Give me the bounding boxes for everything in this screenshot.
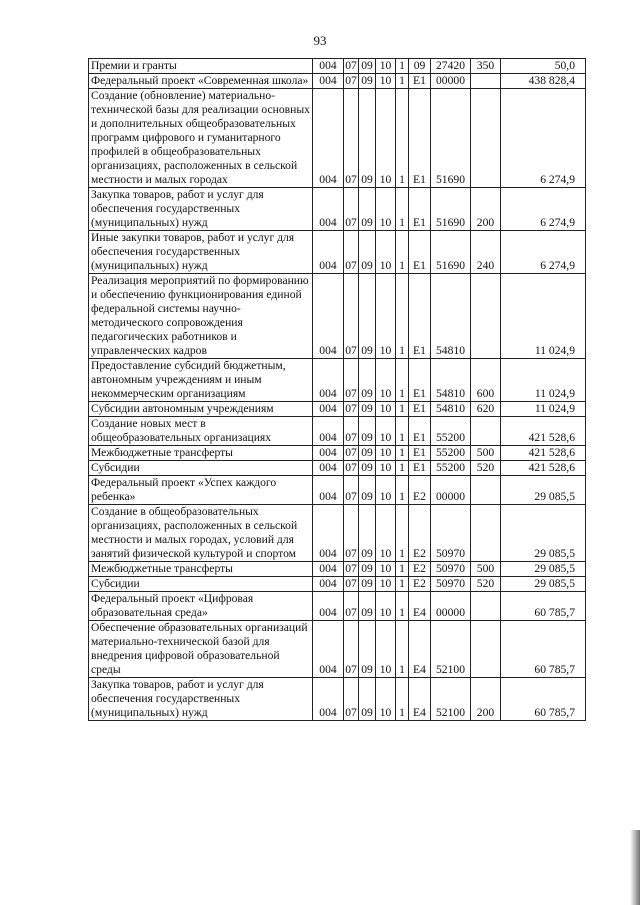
row-admin-code: 004: [313, 74, 344, 89]
row-expense-type: 500: [471, 562, 501, 577]
row-section: 07: [344, 476, 359, 505]
row-section: 07: [345, 562, 357, 575]
row-expense-type: [471, 621, 501, 678]
row-project: E4: [409, 621, 431, 678]
row-name: Закупка товаров, работ и услуг для обеспечения государственных (муниципальных) нужд: [89, 188, 313, 231]
row-subsection: 09: [359, 505, 376, 562]
row-subprogram: 1: [396, 188, 409, 231]
row-direction: 54810: [431, 274, 471, 359]
row-project: E1: [409, 446, 431, 461]
row-program: 10: [376, 562, 396, 577]
row-subsection: 09: [359, 188, 376, 231]
row-project: E2: [409, 476, 431, 505]
row-admin-code: 004: [313, 231, 344, 274]
row-name: Создание (обновление) материально-технической базы для реализации основных и дополнительных общеобразовательных программ цифрового и гуманитарного профилей в общеобразовательных организациях, расположенных в сельской местности и малых городах: [89, 89, 313, 188]
row-expense-type: [471, 592, 501, 621]
row-admin-code: 004: [313, 274, 344, 359]
table-row: [89, 577, 586, 592]
row-name: Закупка товаров, работ и услуг для обеспечения государственных (муниципальных) нужд: [89, 678, 313, 721]
row-project: E1: [409, 359, 431, 402]
row-section: 07: [344, 188, 359, 231]
row-program: 10: [376, 188, 396, 231]
row-project: E1: [409, 417, 431, 446]
row-program: 10: [376, 402, 396, 417]
budget-table: [88, 58, 586, 721]
row-section: 07: [345, 402, 357, 415]
row-direction: 54810: [431, 359, 471, 402]
row-project: E1: [409, 89, 431, 188]
row-subprogram: 1: [396, 476, 409, 505]
table-row: [89, 621, 586, 678]
row-amount: 438 828,4: [501, 74, 586, 89]
row-subprogram: 1: [396, 231, 409, 274]
row-subprogram: 1: [396, 562, 409, 577]
row-section: 07: [344, 89, 359, 188]
row-project: E1: [409, 74, 431, 89]
row-subsection: 09: [359, 476, 376, 505]
row-expense-type: [471, 476, 501, 505]
table-row: [89, 446, 586, 461]
row-name: Обеспечение образовательных организаций материально-технической базой для внедрения цифровой образовательной среды: [89, 621, 313, 678]
row-admin-code: 004: [313, 577, 344, 592]
row-name: Субсидии автономным учреждениям: [89, 402, 313, 417]
row-admin-code: 004: [313, 461, 344, 476]
row-admin-code: 004: [313, 188, 344, 231]
row-amount: 11 024,9: [501, 402, 586, 417]
row-amount: 6 274,9: [501, 231, 586, 274]
row-program: 10: [376, 274, 396, 359]
row-expense-type: 520: [471, 461, 501, 476]
row-section: 07: [344, 592, 359, 621]
row-program: 10: [376, 461, 396, 476]
row-admin-code: 004: [313, 402, 344, 417]
row-admin-code: 004: [313, 89, 344, 188]
row-name: Предоставление субсидий бюджетным, автономным учреждениям и иным некоммерческим организациям: [89, 359, 313, 402]
row-direction: 51690: [431, 89, 471, 188]
row-name: Создание новых мест в общеобразовательных организациях: [89, 417, 313, 446]
row-program: 10: [376, 505, 396, 562]
row-expense-type: 600: [471, 359, 501, 402]
row-program: 10: [376, 577, 396, 592]
row-admin-code: 004: [313, 505, 344, 562]
row-direction: 52100: [431, 678, 471, 721]
row-section: 07: [344, 678, 359, 721]
row-direction: 51690: [431, 231, 471, 274]
row-admin-code: 004: [313, 562, 344, 577]
row-section: 07: [344, 621, 359, 678]
row-program: 10: [376, 359, 396, 402]
row-expense-type: [471, 74, 501, 89]
row-expense-type: 200: [471, 188, 501, 231]
table-row: [89, 231, 586, 274]
table-row: [89, 89, 586, 188]
row-subprogram: 1: [396, 621, 409, 678]
row-admin-code: 004: [313, 592, 344, 621]
row-expense-type: [471, 417, 501, 446]
row-direction: 55200: [431, 446, 471, 461]
row-expense-type: 620: [471, 402, 501, 417]
row-program: 10: [376, 678, 396, 721]
row-project: E4: [409, 678, 431, 721]
row-program: 10: [376, 476, 396, 505]
row-admin-code: 004: [313, 678, 344, 721]
row-name: Межбюджетные трансферты: [89, 562, 313, 577]
row-direction: 52100: [431, 621, 471, 678]
row-amount: 29 085,5: [501, 476, 586, 505]
table-row: [89, 417, 586, 446]
table-row: [89, 188, 586, 231]
row-subsection: 09: [359, 592, 376, 621]
row-subsection: 09: [359, 417, 376, 446]
row-expense-type: 240: [471, 231, 501, 274]
row-program: 10: [376, 417, 396, 446]
table-row: [89, 562, 586, 577]
row-section: 07: [345, 446, 357, 459]
row-amount: 421 528,6: [501, 446, 586, 461]
row-direction: 50970: [431, 562, 471, 577]
row-project: 09: [409, 59, 431, 74]
table-row: [89, 505, 586, 562]
row-admin-code: 004: [313, 621, 344, 678]
row-project: E1: [409, 231, 431, 274]
row-direction: 50970: [431, 505, 471, 562]
table-row: [89, 678, 586, 721]
row-admin-code: 004: [313, 359, 344, 402]
row-admin-code: 004: [313, 417, 344, 446]
row-section: 07: [345, 74, 357, 87]
row-admin-code: 004: [313, 59, 344, 74]
row-amount: 50,0: [501, 59, 586, 74]
table-row: [89, 461, 586, 476]
row-direction: 00000: [431, 592, 471, 621]
row-name: Федеральный проект «Цифровая образовательная среда»: [89, 592, 313, 621]
row-section: 07: [344, 417, 359, 446]
row-subprogram: 1: [396, 89, 409, 188]
row-amount: 421 528,6: [501, 417, 586, 446]
row-direction: 51690: [431, 188, 471, 231]
row-program: 10: [376, 74, 396, 89]
table-row: [89, 359, 586, 402]
row-admin-code: 004: [313, 476, 344, 505]
row-section: 07: [344, 231, 359, 274]
row-project: E1: [409, 188, 431, 231]
row-subsection: 09: [359, 274, 376, 359]
row-program: 10: [376, 59, 396, 74]
row-name: Субсидии: [89, 461, 313, 476]
row-expense-type: [471, 274, 501, 359]
row-direction: 55200: [431, 461, 471, 476]
row-subprogram: 1: [396, 461, 409, 476]
row-amount: 11 024,9: [501, 359, 586, 402]
row-admin-code: 004: [313, 446, 344, 461]
row-program: 10: [376, 621, 396, 678]
row-expense-type: 500: [471, 446, 501, 461]
row-expense-type: [471, 89, 501, 188]
row-subsection: 09: [359, 577, 376, 592]
row-amount: 60 785,7: [501, 592, 586, 621]
row-subprogram: 1: [396, 59, 409, 74]
row-project: E2: [409, 562, 431, 577]
row-amount: 60 785,7: [501, 621, 586, 678]
row-project: E2: [409, 577, 431, 592]
row-section: 07: [345, 59, 357, 72]
row-subprogram: 1: [396, 446, 409, 461]
row-project: E1: [409, 461, 431, 476]
row-subsection: 09: [359, 446, 376, 461]
row-amount: 421 528,6: [501, 461, 586, 476]
row-subsection: 09: [359, 359, 376, 402]
row-expense-type: [471, 505, 501, 562]
row-name: Федеральный проект «Успех каждого ребенка»: [89, 476, 313, 505]
row-name: Федеральный проект «Современная школа»: [89, 74, 313, 89]
row-project: E1: [409, 274, 431, 359]
row-subprogram: 1: [396, 417, 409, 446]
row-subprogram: 1: [396, 505, 409, 562]
row-subprogram: 1: [396, 577, 409, 592]
row-subprogram: 1: [396, 274, 409, 359]
row-amount: 29 085,5: [501, 577, 586, 592]
row-section: 07: [344, 274, 359, 359]
row-name: Межбюджетные трансферты: [89, 446, 313, 461]
row-name: Субсидии: [89, 577, 313, 592]
row-direction: 50970: [431, 577, 471, 592]
row-expense-type: 200: [471, 678, 501, 721]
row-subsection: 09: [359, 562, 376, 577]
row-direction: 54810: [431, 402, 471, 417]
row-name: Реализация мероприятий по формированию и обеспечению функционирования единой федеральной системы научно-методического сопровождения педагогических работников и управленческих кадров: [89, 274, 313, 359]
row-program: 10: [376, 592, 396, 621]
row-program: 10: [376, 89, 396, 188]
page-number: 93: [313, 33, 327, 48]
table-row: [89, 59, 586, 74]
row-name: Создание в общеобразовательных организациях, расположенных в сельской местности и малых городах, условий для занятий физической культурой и спортом: [89, 505, 313, 562]
row-subsection: 09: [359, 678, 376, 721]
row-subsection: 09: [359, 461, 376, 476]
row-subprogram: 1: [396, 592, 409, 621]
row-direction: 55200: [431, 417, 471, 446]
row-program: 10: [376, 231, 396, 274]
row-subsection: 09: [359, 59, 376, 74]
table-row: [89, 402, 586, 417]
row-subprogram: 1: [396, 678, 409, 721]
row-expense-type: 520: [471, 577, 501, 592]
row-name: Иные закупки товаров, работ и услуг для обеспечения государственных (муниципальных) нужд: [89, 231, 313, 274]
row-amount: 29 085,5: [501, 505, 586, 562]
row-section: 07: [345, 577, 357, 590]
row-subsection: 09: [359, 231, 376, 274]
row-program: 10: [376, 446, 396, 461]
row-amount: 6 274,9: [501, 89, 586, 188]
row-section: 07: [344, 505, 359, 562]
row-project: E4: [409, 592, 431, 621]
row-expense-type: 350: [471, 59, 501, 74]
row-amount: 29 085,5: [501, 562, 586, 577]
row-direction: 27420: [431, 59, 471, 74]
row-subprogram: 1: [396, 402, 409, 417]
row-subsection: 09: [359, 74, 376, 89]
row-project: E1: [409, 402, 431, 417]
row-subsection: 09: [359, 89, 376, 188]
row-section: 07: [344, 359, 359, 402]
row-direction: 00000: [431, 476, 471, 505]
row-subprogram: 1: [396, 359, 409, 402]
row-subprogram: 1: [396, 74, 409, 89]
row-section: 07: [345, 461, 357, 474]
row-name: Премии и гранты: [89, 59, 313, 74]
row-amount: 6 274,9: [501, 188, 586, 231]
row-project: E2: [409, 505, 431, 562]
row-subsection: 09: [359, 621, 376, 678]
row-direction: 00000: [431, 74, 471, 89]
table-row: [89, 274, 586, 359]
row-amount: 11 024,9: [501, 274, 586, 359]
row-subsection: 09: [359, 402, 376, 417]
table-row: [89, 476, 586, 505]
table-row: [89, 74, 586, 89]
scan-edge-shadow: [630, 830, 640, 905]
row-amount: 60 785,7: [501, 678, 586, 721]
table-row: [89, 592, 586, 621]
